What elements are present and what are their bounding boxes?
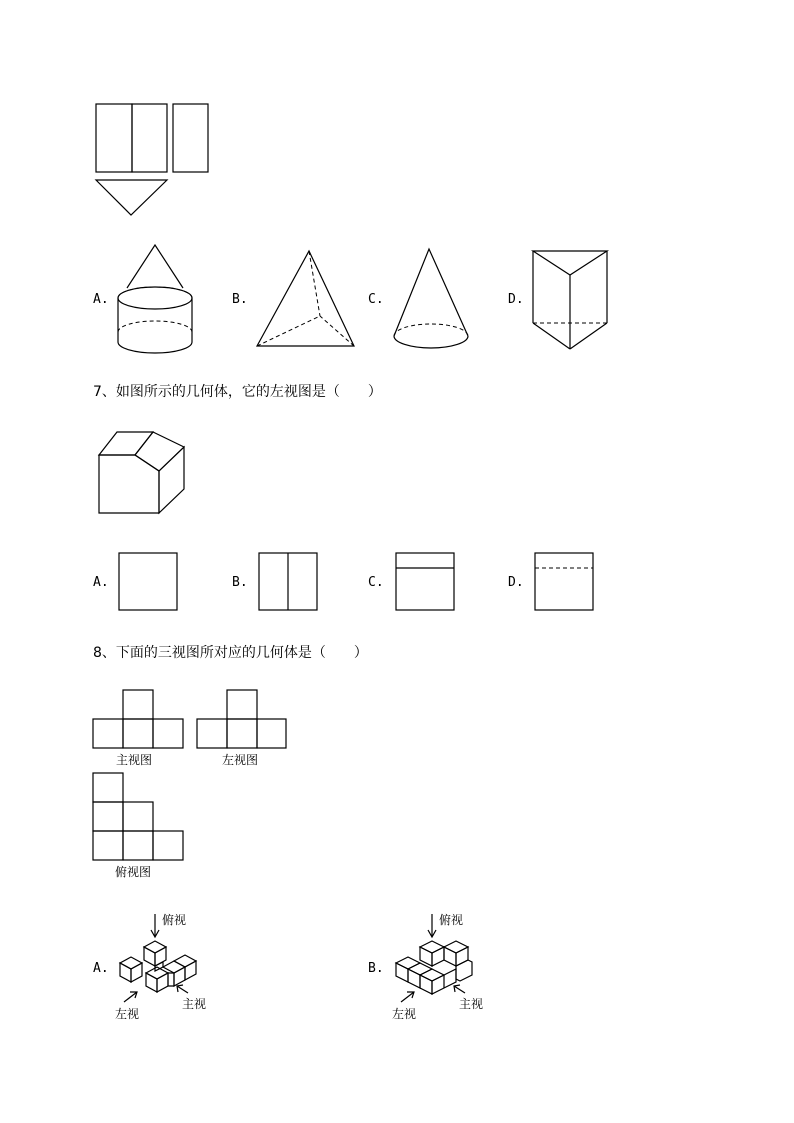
q7-option-b-label: B. xyxy=(232,575,248,590)
q8-top-view-caption: 俯视图 xyxy=(115,865,152,879)
q8-option-a-label: A. xyxy=(93,961,109,976)
q8-option-a-left-arrow-label: 左视 xyxy=(115,1007,140,1021)
q7-option-a-label: A. xyxy=(93,575,109,590)
q8-left-view-caption: 左视图 xyxy=(222,753,259,767)
q7-option-c-label: C. xyxy=(368,575,384,590)
q6-option-a-label: A. xyxy=(93,292,109,307)
q8-option-a-front-arrow-label: 主视 xyxy=(182,997,207,1011)
q7-option-d-label: D. xyxy=(508,575,524,590)
q8-option-b-top-arrow-label: 俯视 xyxy=(439,913,464,927)
q8-question-text: 8、下面的三视图所对应的几何体是（ ） xyxy=(93,645,368,661)
q6-option-b-label: B. xyxy=(232,292,248,307)
q8-option-a-top-arrow-label: 俯视 xyxy=(162,913,187,927)
q8-option-b-front-arrow-label: 主视 xyxy=(459,997,484,1011)
q7-question-text: 7、如图所示的几何体，它的左视图是（ ） xyxy=(93,384,382,400)
q8-option-b-label: B. xyxy=(368,961,384,976)
q8-option-b-left-arrow-label: 左视 xyxy=(392,1007,417,1021)
q6-option-c-label: C. xyxy=(368,292,384,307)
q8-front-view-caption: 主视图 xyxy=(116,753,153,767)
q6-option-d-label: D. xyxy=(508,292,524,307)
